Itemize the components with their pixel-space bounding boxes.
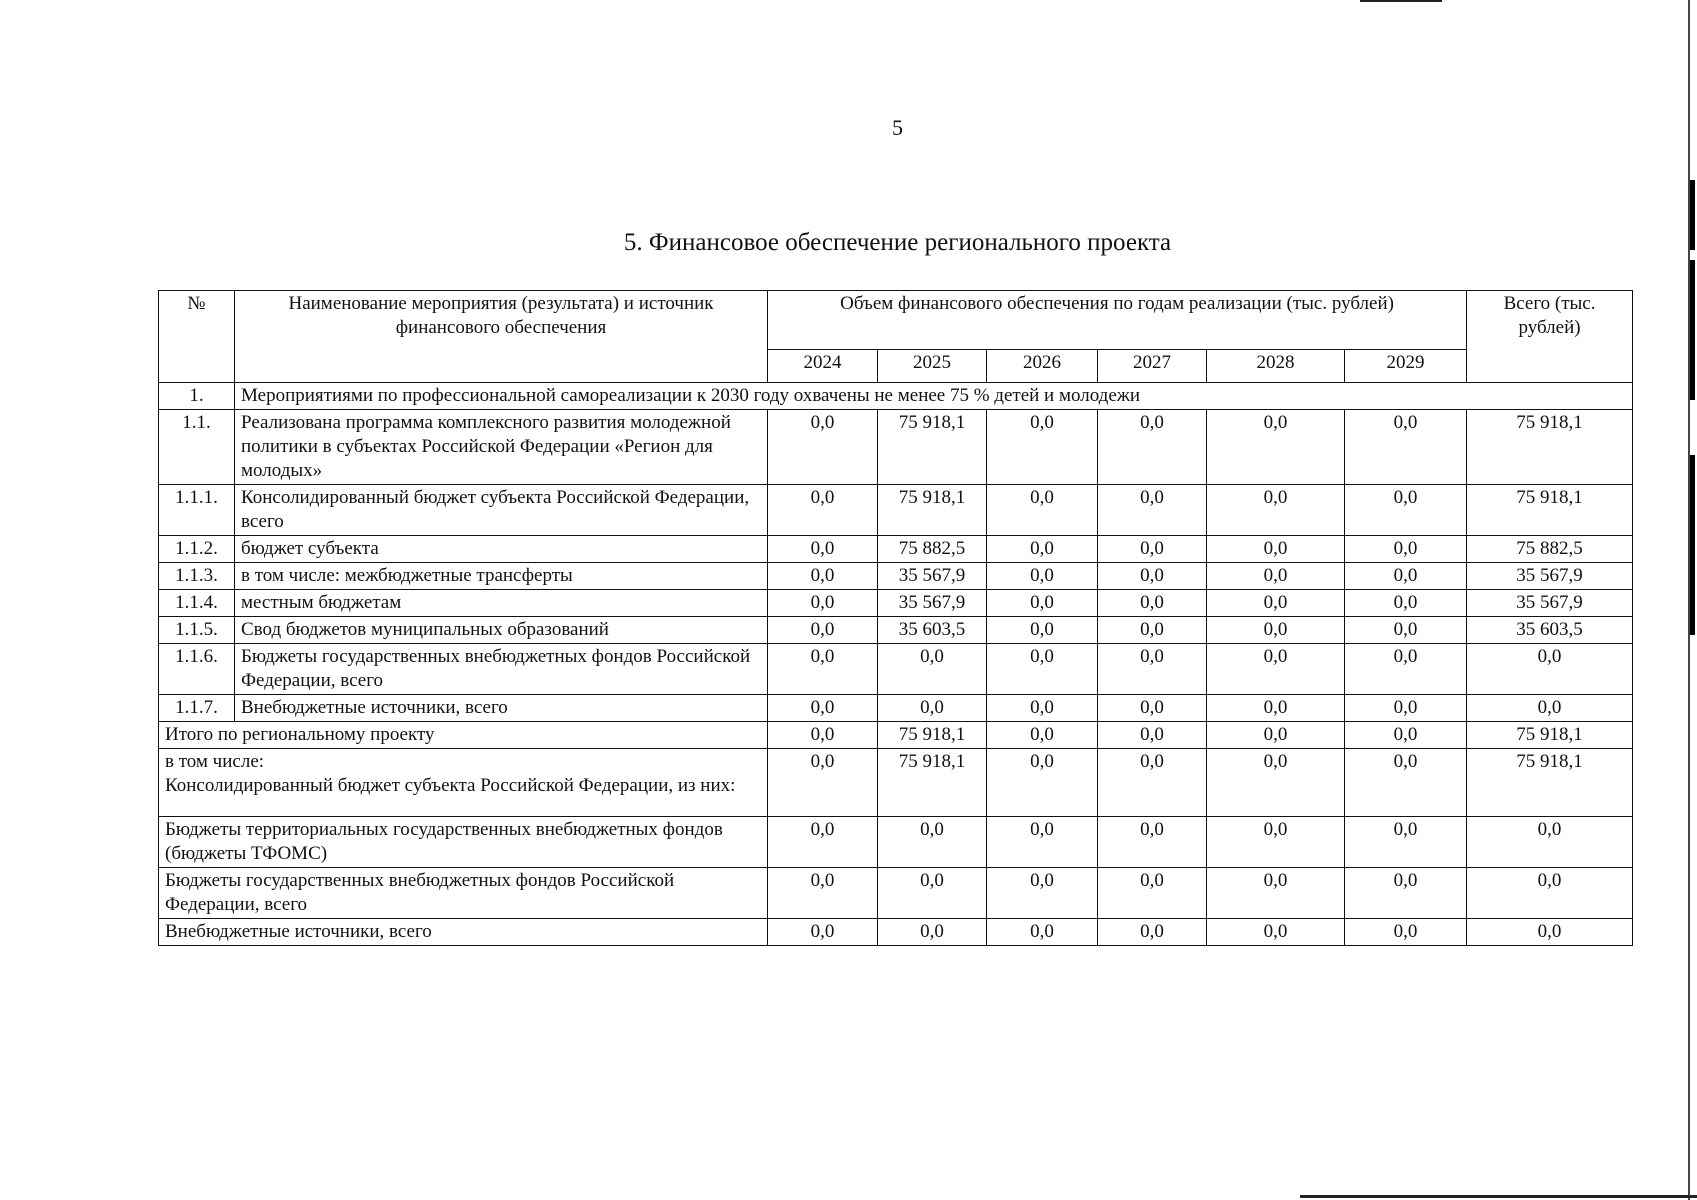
row-value: 0,0 bbox=[768, 536, 878, 563]
scan-mark bbox=[1690, 260, 1695, 400]
summary-row bbox=[159, 722, 1633, 749]
row-value: 75 918,1 bbox=[878, 485, 987, 536]
row-value: 0,0 bbox=[1207, 485, 1345, 536]
header-year: 2027 bbox=[1098, 350, 1207, 383]
summary-value: 0,0 bbox=[1345, 722, 1467, 749]
row-value: 0,0 bbox=[878, 695, 987, 722]
summary-row bbox=[159, 919, 1633, 946]
row-value: 0,0 bbox=[987, 563, 1098, 590]
summary-value: 0,0 bbox=[1345, 749, 1467, 817]
row-value: 0,0 bbox=[1098, 485, 1207, 536]
table-row bbox=[159, 644, 1633, 695]
row-value: 0,0 bbox=[1207, 590, 1345, 617]
row-value: 35 567,9 bbox=[878, 563, 987, 590]
row-value: 0,0 bbox=[768, 695, 878, 722]
row-num: 1.1.1. bbox=[159, 485, 235, 536]
row-name: Бюджеты государственных внебюджетных фондов Российской Федерации, всего bbox=[235, 644, 768, 695]
row-value: 0,0 bbox=[768, 617, 878, 644]
row-name: Свод бюджетов муниципальных образований bbox=[235, 617, 768, 644]
row-value: 0,0 bbox=[768, 590, 878, 617]
header-year: 2028 bbox=[1207, 350, 1345, 383]
scan-mark bbox=[1690, 455, 1695, 635]
row-value: 0,0 bbox=[1345, 590, 1467, 617]
summary-name: Итого по региональному проекту bbox=[159, 722, 768, 749]
summary-name: Внебюджетные источники, всего bbox=[159, 919, 768, 946]
row-num: 1.1.6. bbox=[159, 644, 235, 695]
section-num: 1. bbox=[159, 383, 235, 410]
row-value: 0,0 bbox=[1207, 410, 1345, 485]
row-value: 0,0 bbox=[1098, 536, 1207, 563]
row-num: 1.1.2. bbox=[159, 536, 235, 563]
header-total: Всего (тыс. рублей) bbox=[1467, 291, 1633, 383]
summary-value: 0,0 bbox=[1207, 817, 1345, 868]
summary-value: 0,0 bbox=[1345, 868, 1467, 919]
row-name: местным бюджетам bbox=[235, 590, 768, 617]
row-value: 0,0 bbox=[1098, 644, 1207, 695]
table-row bbox=[159, 590, 1633, 617]
row-value: 0,0 bbox=[1345, 536, 1467, 563]
summary-row bbox=[159, 817, 1633, 868]
row-value: 0,0 bbox=[987, 410, 1098, 485]
summary-value: 0,0 bbox=[1207, 868, 1345, 919]
row-value: 0,0 bbox=[768, 485, 878, 536]
table-row bbox=[159, 536, 1633, 563]
summary-value: 0,0 bbox=[878, 817, 987, 868]
row-value: 0,0 bbox=[987, 536, 1098, 563]
row-value: 0,0 bbox=[1207, 695, 1345, 722]
scan-line-top bbox=[1360, 0, 1442, 2]
row-value: 0,0 bbox=[1207, 617, 1345, 644]
header-volume: Объем финансового обеспечения по годам реализации (тыс. рублей) bbox=[768, 291, 1467, 350]
row-value: 0,0 bbox=[1098, 410, 1207, 485]
row-value: 0,0 bbox=[1207, 563, 1345, 590]
row-value: 0,0 bbox=[1345, 644, 1467, 695]
row-num: 1.1.3. bbox=[159, 563, 235, 590]
row-value: 75 918,1 bbox=[878, 410, 987, 485]
summary-value: 0,0 bbox=[1098, 749, 1207, 817]
summary-name: Бюджеты территориальных государственных внебюджетных фондов (бюджеты ТФОМС) bbox=[159, 817, 768, 868]
summary-name: в том числе: Консолидированный бюджет субъекта Российской Федерации, из них: bbox=[159, 749, 768, 817]
row-total: 35 567,9 bbox=[1467, 563, 1633, 590]
summary-value: 0,0 bbox=[1098, 868, 1207, 919]
row-value: 0,0 bbox=[1345, 485, 1467, 536]
header-num: № bbox=[159, 291, 235, 383]
row-total: 0,0 bbox=[1467, 644, 1633, 695]
summary-value: 0,0 bbox=[987, 868, 1098, 919]
row-value: 0,0 bbox=[768, 563, 878, 590]
header-year: 2026 bbox=[987, 350, 1098, 383]
summary-total: 75 918,1 bbox=[1467, 722, 1633, 749]
row-value: 35 603,5 bbox=[878, 617, 987, 644]
row-total: 35 567,9 bbox=[1467, 590, 1633, 617]
table-row bbox=[159, 485, 1633, 536]
table-row bbox=[159, 563, 1633, 590]
row-num: 1.1. bbox=[159, 410, 235, 485]
summary-value: 0,0 bbox=[987, 919, 1098, 946]
row-name: Реализована программа комплексного развития молодежной политики в субъектах Российской Федерации «Регион для молодых» bbox=[235, 410, 768, 485]
row-value: 35 567,9 bbox=[878, 590, 987, 617]
summary-value: 0,0 bbox=[768, 919, 878, 946]
summary-total: 75 918,1 bbox=[1467, 749, 1633, 817]
row-value: 75 882,5 bbox=[878, 536, 987, 563]
summary-value: 0,0 bbox=[1207, 919, 1345, 946]
section-row bbox=[159, 383, 1633, 410]
summary-total: 0,0 bbox=[1467, 868, 1633, 919]
row-num: 1.1.5. bbox=[159, 617, 235, 644]
summary-value: 0,0 bbox=[987, 722, 1098, 749]
summary-value: 0,0 bbox=[768, 868, 878, 919]
row-value: 0,0 bbox=[1345, 617, 1467, 644]
row-num: 1.1.4. bbox=[159, 590, 235, 617]
row-name: в том числе: межбюджетные трансферты bbox=[235, 563, 768, 590]
summary-value: 0,0 bbox=[768, 749, 878, 817]
row-name: Внебюджетные источники, всего bbox=[235, 695, 768, 722]
row-num: 1.1.7. bbox=[159, 695, 235, 722]
scan-edge-bottom bbox=[1300, 1195, 1697, 1198]
summary-value: 0,0 bbox=[1345, 919, 1467, 946]
row-value: 0,0 bbox=[1098, 617, 1207, 644]
summary-value: 0,0 bbox=[1098, 722, 1207, 749]
summary-value: 0,0 bbox=[878, 919, 987, 946]
row-value: 0,0 bbox=[768, 410, 878, 485]
summary-name: Бюджеты государственных внебюджетных фондов Российской Федерации, всего bbox=[159, 868, 768, 919]
page-title: 5. Финансовое обеспечение регионального проекта bbox=[623, 229, 1172, 256]
section-text: Мероприятиями по профессиональной самореализации к 2030 году охвачены не менее 75 % детей и молодежи bbox=[235, 383, 1633, 410]
summary-value: 0,0 bbox=[878, 868, 987, 919]
row-total: 35 603,5 bbox=[1467, 617, 1633, 644]
row-name: Консолидированный бюджет субъекта Российской Федерации, всего bbox=[235, 485, 768, 536]
header-name: Наименование мероприятия (результата) и источник финансового обеспечения bbox=[235, 291, 768, 383]
summary-value: 0,0 bbox=[1207, 749, 1345, 817]
row-value: 0,0 bbox=[1345, 563, 1467, 590]
summary-value: 0,0 bbox=[987, 817, 1098, 868]
header-year: 2024 bbox=[768, 350, 878, 383]
summary-value: 0,0 bbox=[987, 749, 1098, 817]
row-value: 0,0 bbox=[768, 644, 878, 695]
finance-table bbox=[158, 290, 1633, 946]
row-total: 75 918,1 bbox=[1467, 485, 1633, 536]
row-value: 0,0 bbox=[1345, 410, 1467, 485]
summary-total: 0,0 bbox=[1467, 817, 1633, 868]
summary-value: 0,0 bbox=[1098, 817, 1207, 868]
table-row bbox=[159, 617, 1633, 644]
header-year: 2025 bbox=[878, 350, 987, 383]
summary-row bbox=[159, 749, 1633, 817]
summary-value: 0,0 bbox=[768, 722, 878, 749]
row-value: 0,0 bbox=[1098, 590, 1207, 617]
header-year: 2029 bbox=[1345, 350, 1467, 383]
row-value: 0,0 bbox=[987, 617, 1098, 644]
summary-value: 0,0 bbox=[1207, 722, 1345, 749]
row-value: 0,0 bbox=[1207, 536, 1345, 563]
row-total: 75 882,5 bbox=[1467, 536, 1633, 563]
summary-total: 0,0 bbox=[1467, 919, 1633, 946]
summary-value: 75 918,1 bbox=[878, 749, 987, 817]
row-total: 75 918,1 bbox=[1467, 410, 1633, 485]
page-number: 5 bbox=[892, 115, 903, 140]
table-row bbox=[159, 695, 1633, 722]
row-value: 0,0 bbox=[1098, 695, 1207, 722]
row-value: 0,0 bbox=[878, 644, 987, 695]
row-value: 0,0 bbox=[987, 695, 1098, 722]
summary-value: 0,0 bbox=[1345, 817, 1467, 868]
summary-value: 0,0 bbox=[768, 817, 878, 868]
row-value: 0,0 bbox=[1207, 644, 1345, 695]
row-value: 0,0 bbox=[1345, 695, 1467, 722]
row-value: 0,0 bbox=[987, 485, 1098, 536]
row-name: бюджет субъекта bbox=[235, 536, 768, 563]
summary-value: 0,0 bbox=[1098, 919, 1207, 946]
row-value: 0,0 bbox=[987, 644, 1098, 695]
row-value: 0,0 bbox=[1098, 563, 1207, 590]
summary-value: 75 918,1 bbox=[878, 722, 987, 749]
row-value: 0,0 bbox=[987, 590, 1098, 617]
row-total: 0,0 bbox=[1467, 695, 1633, 722]
summary-row bbox=[159, 868, 1633, 919]
table-row bbox=[159, 410, 1633, 485]
